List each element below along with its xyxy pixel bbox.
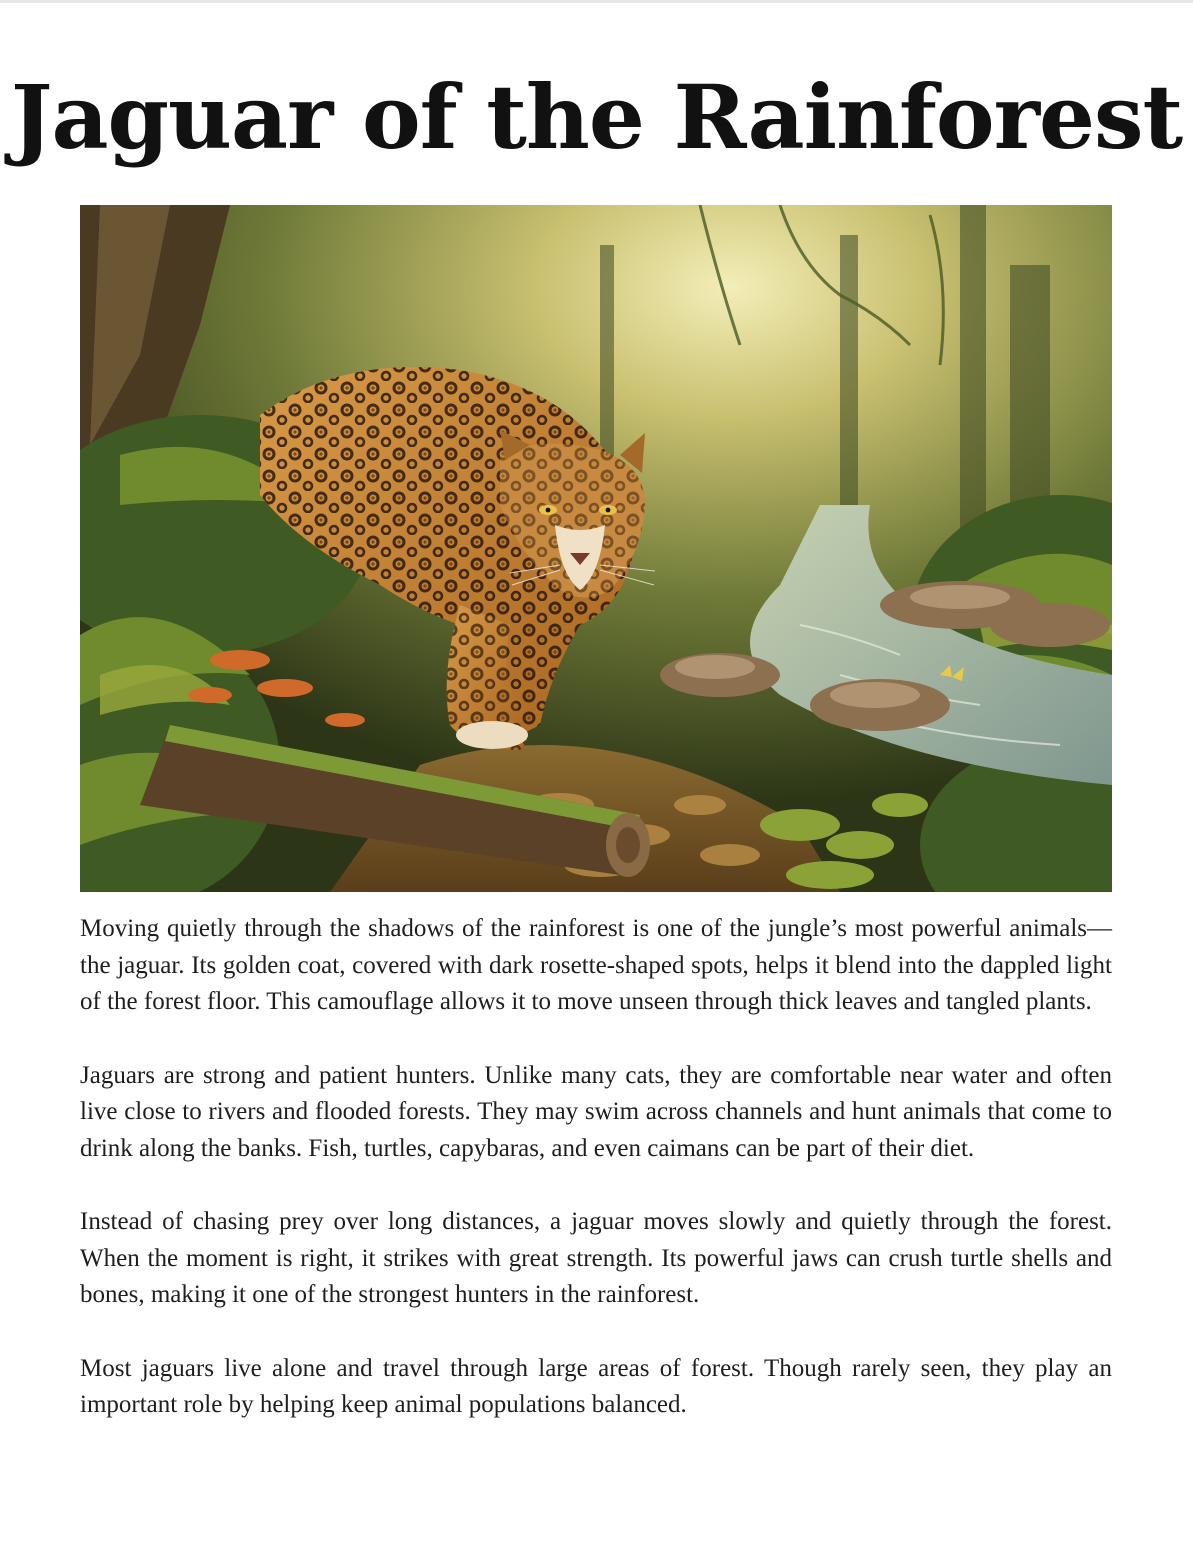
paragraph-1: Moving quietly through the shadows of the rainforest is one of the jungle’s most powerful animals—the jaguar. Its golden coat, covered with dark rosette-shaped spots, helps it blend into the dappled light of the forest floor. This camouflage allows it to move unseen through thick leaves and tangled plants. — [80, 915, 1112, 1015]
jaguar-rainforest-image — [80, 205, 1112, 892]
hero-illustration — [80, 205, 1112, 892]
top-rule — [0, 0, 1193, 3]
paragraph-3: Instead of chasing prey over long distances, a jaguar moves slowly and quietly through the forest. When the moment is right, it strikes with great strength. Its powerful jaws can crush turtle shells and bones, making it one of the strongest hunters in the rainforest. — [80, 1208, 1112, 1308]
article-body — [80, 911, 1112, 1461]
page-title: Jaguar of the Rainforest — [10, 65, 1183, 169]
paragraph-2: Jaguars are strong and patient hunters. Unlike many cats, they are comfortable near water and often live close to rivers and flooded forests. They may swim across channels and hunt animals that come to drink along the banks. Fish, turtles, capybaras, and even caimans can be part of their diet. — [80, 1061, 1112, 1162]
paragraph-4: Most jaguars live alone and travel through large areas of forest. Though rarely seen, they play an important role by helping keep animal populations balanced. — [80, 1354, 1112, 1418]
